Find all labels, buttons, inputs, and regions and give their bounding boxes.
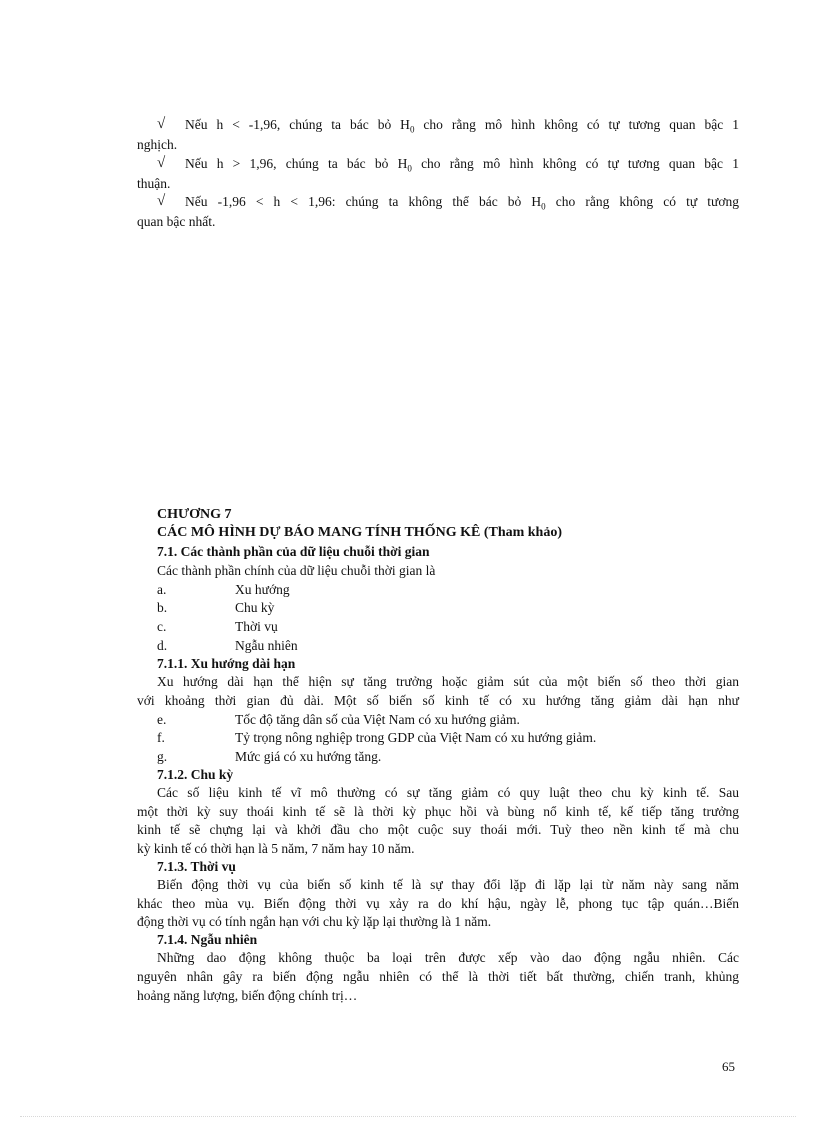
paragraph-line: khác theo mùa vụ. Biến động thời vụ xảy ra do khí hậu, ngày lễ, phong tục tập quán…Biến [137,896,739,911]
section-heading: 7.1.2. Chu kỳ [157,767,234,782]
paragraph-line: Những dao động không thuộc ba loại trên được xếp vào dao động ngẫu nhiên. Các [157,950,739,965]
list-item: a. Xu hướng [157,582,290,597]
section-heading: 7.1.4. Ngẫu nhiên [157,932,258,947]
bullet-text: Nếu -1,96 < h < 1,96: chúng ta không thể bác bỏ $H_0$ cho rằng không có tự tương [185,194,739,212]
bullet-2 [157,154,739,179]
chapter-subtitle: CÁC MÔ HÌNH DỰ BÁO MANG TÍNH THỐNG KÊ (Tham khảo) [157,525,562,540]
list-item: d. Ngẫu nhiên [157,638,298,653]
bullet-text: Nếu h > 1,96, chúng ta bác bỏ $H_0$ cho rằng mô hình không có tự tương quan bậc 1 [185,156,739,174]
bullet-continuation: nghịch. [137,137,178,152]
bullet-continuation: quan bậc nhất. [137,214,216,229]
section-heading: 7.1.3. Thời vụ [157,859,236,874]
page-edge-divider [20,1116,796,1117]
bullet-text: Nếu h < -1,96, chúng ta bác bỏ $H_0$ cho rằng mô hình không có tự tương quan bậc 1 [185,117,739,135]
paragraph-line: nguyên nhân gây ra biến động ngẫu nhiên có thể là thời tiết bất thường, chiến tranh, khủng [137,969,739,984]
page-number: 65 [722,1059,735,1074]
paragraph-line: một thời kỳ suy thoái kinh tế sẽ là thời kỳ phục hồi và bùng nổ kinh tế, kế tiếp tăng trưởng [137,804,739,819]
paragraph-line: với khoảng thời gian đủ dài. Một số biến số kinh tế có xu hướng tăng giảm dài hạn như [137,693,739,708]
paragraph-line: Các số liệu kinh tế vĩ mô thường có sự tăng giảm có quy luật theo chu kỳ kinh tế. Sau [157,785,739,800]
check-icon: √ [157,155,166,171]
list-item: b. Chu kỳ [157,600,275,615]
section-heading: 7.1. Các thành phần của dữ liệu chuỗi thời gian [157,544,430,559]
check-icon: √ [157,116,166,132]
list-item: c. Thời vụ [157,619,278,634]
paragraph-line: hoảng năng lượng, biến động chính trị… [137,988,358,1003]
check-icon: √ [157,193,166,209]
bullet-3 [157,192,739,217]
list-item: g. Mức giá có xu hướng tăng. [157,749,382,764]
paragraph-line: động thời vụ có tính ngắn hạn với chu kỳ lặp lại thường là 1 năm. [137,914,492,929]
chapter-title: CHƯƠNG 7 [157,507,232,522]
paragraph-line: Xu hướng dài hạn thể hiện sự tăng trưởng hoặc giảm sút của một biến số theo thời gian [157,674,739,689]
bullet-continuation: thuận. [137,176,171,191]
list-item: e. Tốc độ tăng dân số của Việt Nam có xu hướng giảm. [157,712,520,727]
bullet-1 [157,115,739,140]
paragraph-line: Biến động thời vụ của biến số kinh tế là sự thay đổi lặp đi lặp lại từ năm này sang năm [157,877,739,892]
paragraph-line: kinh tế sẽ chựng lại và khởi đầu cho một cuộc suy thoái mới. Tuỳ theo nền kinh tế mà chu [137,822,739,837]
section-intro: Các thành phần chính của dữ liệu chuỗi thời gian là [157,563,436,578]
section-heading: 7.1.1. Xu hướng dài hạn [157,656,296,671]
list-item: f. Tỷ trọng nông nghiệp trong GDP của Việt Nam có xu hướng giảm. [157,730,597,745]
paragraph-line: kỳ kinh tế có thời hạn là 5 năm, 7 năm hay 10 năm. [137,841,415,856]
